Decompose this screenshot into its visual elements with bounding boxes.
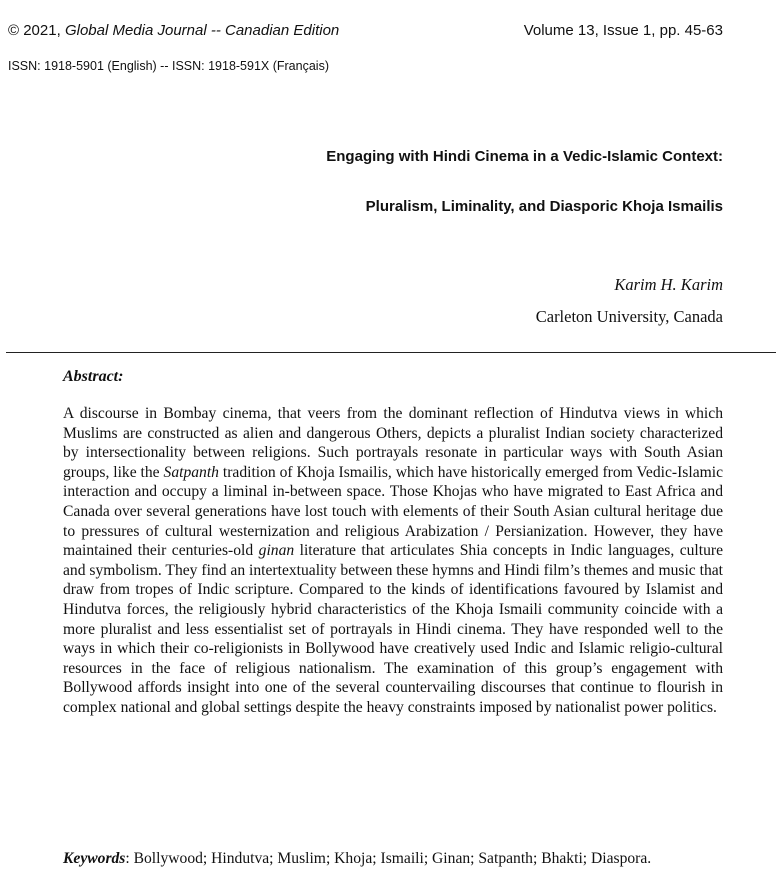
author-name: Karim H. Karim: [614, 275, 723, 294]
volume-info: Volume 13, Issue 1, pp. 45-63: [523, 22, 723, 39]
issn-line: ISSN: 1918-5901 (English) -- ISSN: 1918-591X (Français): [8, 59, 329, 73]
abstract-text: [63, 404, 723, 718]
title-line-2: Pluralism, Liminality, and Diasporic Khoja Ismailis: [365, 198, 723, 215]
satpanth-term: Satpanth: [163, 463, 219, 481]
section-divider: [6, 352, 776, 353]
keywords-label: Keywords: [63, 850, 126, 867]
title-line-1: Engaging with Hindi Cinema in a Vedic-Islamic Context:: [326, 148, 723, 165]
keywords-line: [63, 849, 723, 869]
abstract-heading: Abstract:: [63, 368, 124, 385]
abstract-part-3: literature that articulates Shia concepts in Indic languages, culture and symbolism. They find an intertextuality between these hymns and Hindi film’s themes and music that draw from tropes of Indic scripture. Compared to the kinds of identifications favoured by Islamist and Hindutva forces, the religiously hybrid characteristics of the Khoja Ismaili community coincide with a more pluralist and less essentialist set of portrayals in Hindi cinema. They have responded well to the ways in which their co-religionists in Bollywood have creatively used Indic and Islamic religio-cultural resources in the face of religious nationalism. The examination of this group’s engagement with Bollywood affords insight into one of the several countervailing discourses that continue to flourish in complex national and global settings despite the heavy constraints imposed by nationalist power politics.: [63, 542, 723, 716]
ginan-term: ginan: [258, 542, 295, 560]
copyright-prefix: © 2021,: [8, 22, 65, 39]
keywords-list: : Bollywood; Hindutva; Muslim; Khoja; Ismaili; Ginan; Satpanth; Bhakti; Diaspora.: [125, 850, 652, 867]
copyright-line: [8, 21, 339, 41]
abstract-part-1: A discourse in Bombay cinema, that veers from the dominant reflection of Hindutva views in which Muslims are constructed as alien and dangerous Others, depicts a pluralist Indian society characterized by intersectionality between religions. Such portrayals resonate in particular ways with South Asian groups, like the: [63, 405, 723, 481]
journal-name: Global Media Journal -- Canadian Edition: [64, 22, 340, 39]
abstract-part-2: tradition of Khoja Ismailis, which have historically emerged from Vedic-Islamic interaction and occupy a liminal in-between space. Those Khojas who have migrated to East Africa and Canada over several generations have lost touch with elements of their South Asian cultural heritage due to pressures of cultural westernization and religious Arabization / Persianization. However, they have maintained their centuries-old: [63, 463, 723, 560]
author-affiliation: Carleton University, Canada: [535, 307, 723, 326]
